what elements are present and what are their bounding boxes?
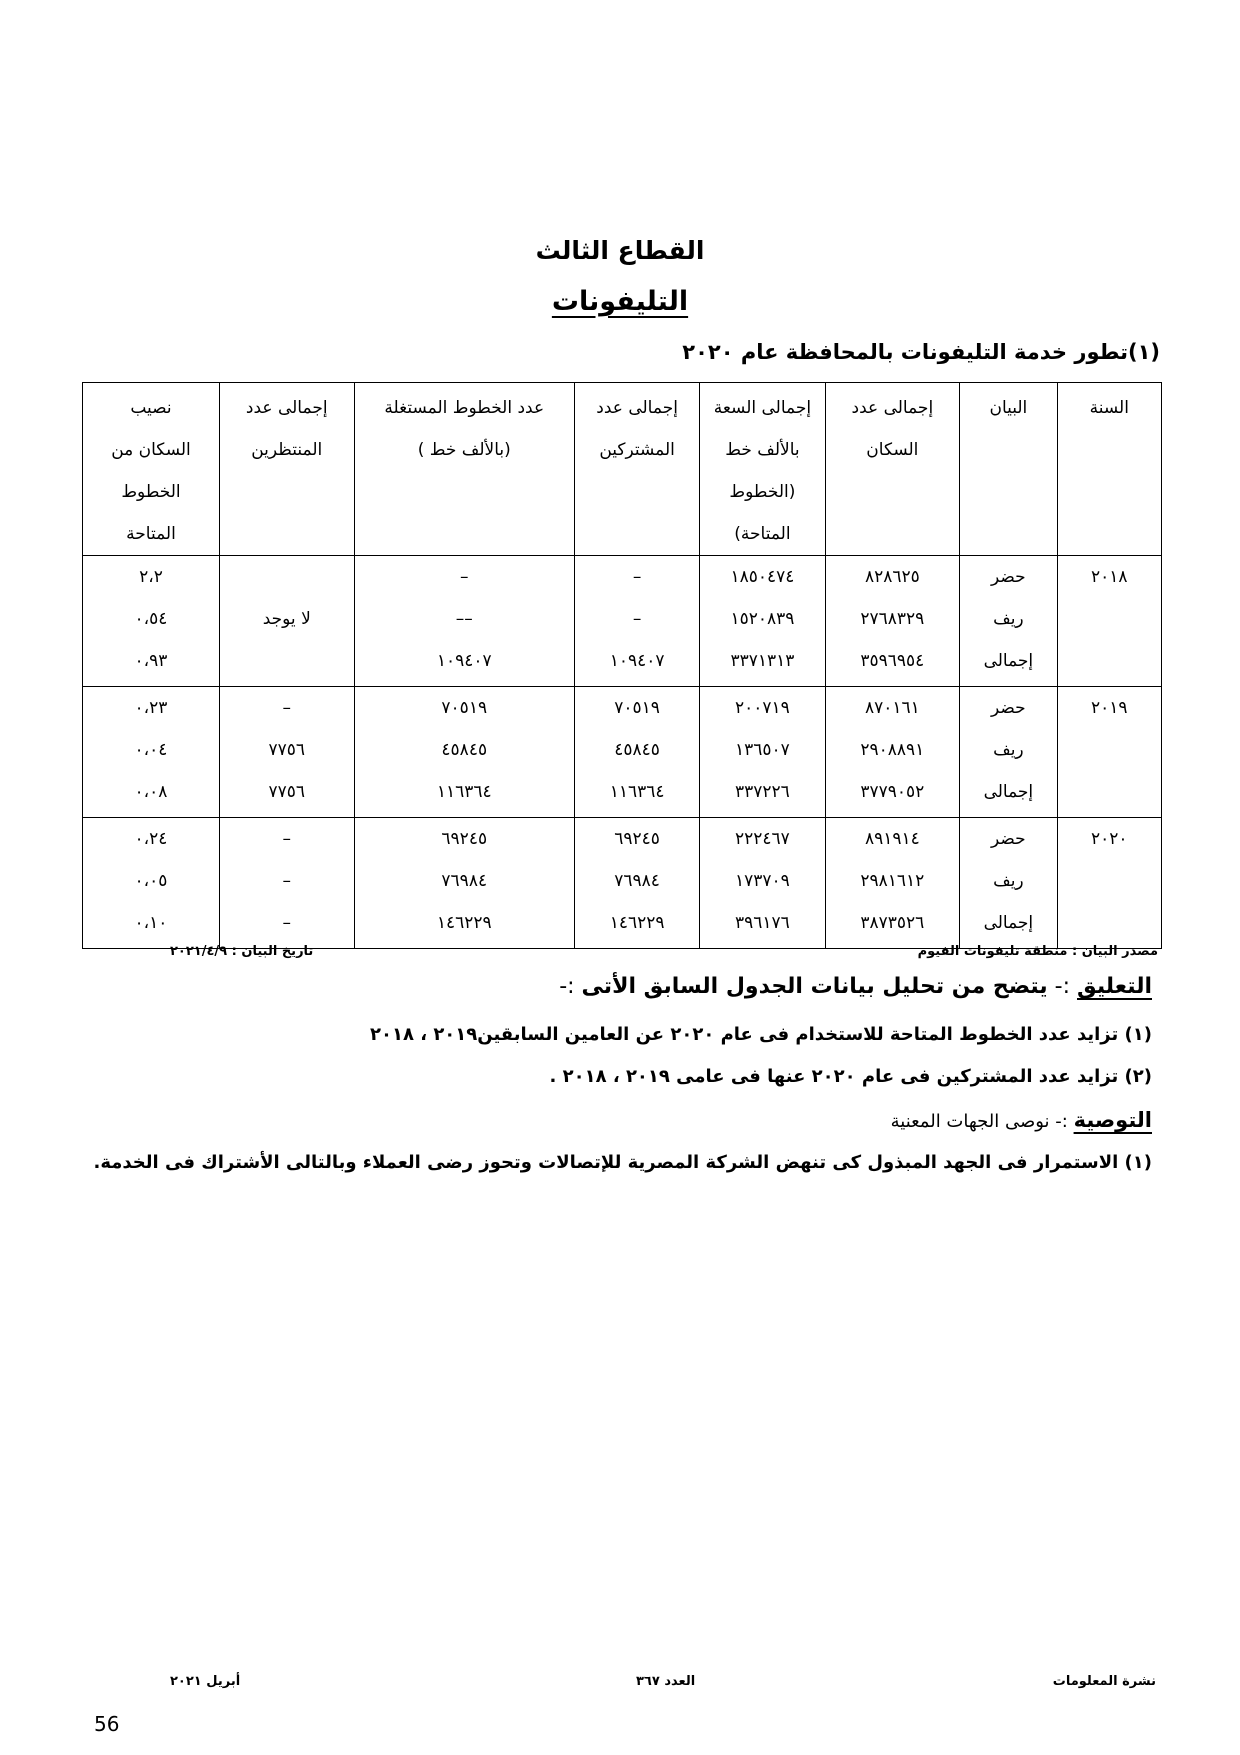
header-line: (الخطوط (729, 482, 796, 502)
share-cell (83, 556, 220, 687)
year-cell: ٢٠١٨ (1057, 556, 1161, 687)
page-number: 56 (94, 1712, 120, 1736)
header-line: إجمالى عدد (245, 398, 328, 418)
header-line: إجمالى عدد (851, 398, 934, 418)
population-cell (825, 687, 960, 818)
subscribers-cell (574, 556, 699, 687)
waiting-value: – (282, 913, 291, 933)
population-value: ٢٩٨١٦١٢ (860, 871, 925, 891)
used_lines-value: ٧٦٩٨٤ (441, 871, 488, 891)
population-cell (825, 818, 960, 949)
header-cell (1057, 383, 1161, 556)
population-value: ٢٧٦٨٣٢٩ (860, 609, 925, 629)
share-value: ٠،٥٤ (134, 609, 168, 629)
capacity-value: ١٨٥٠٤٧٤ (730, 567, 795, 587)
capacity-value: ٣٣٧٢٢٦ (735, 782, 790, 802)
share-value: ٠،١٠ (134, 913, 168, 933)
header-cell (219, 383, 354, 556)
used_lines-cell (354, 556, 574, 687)
data-date: تاريخ البيان : ٢٠٢١/٤/٩ (170, 944, 314, 959)
comment-heading (559, 974, 1152, 999)
header-cell (354, 383, 574, 556)
comment-note-1: (١) تزايد عدد الخطوط المتاحة للاستخدام فى عام ٢٠٢٠ عن العامين السابقين٢٠١٩ ، ٢٠١٨ (369, 1024, 1152, 1045)
labels-cell (960, 556, 1057, 687)
used_lines-value: – (460, 567, 469, 587)
header-line: بالألف خط (725, 440, 800, 460)
header-cell (83, 383, 220, 556)
header-line: عدد الخطوط المستغلة (384, 398, 545, 418)
table-row (83, 556, 1162, 687)
footer-issue: العدد ٣٦٧ (636, 1674, 696, 1689)
capacity-value: ١٥٢٠٨٣٩ (730, 609, 795, 629)
used_lines-value: ١٠٩٤٠٧ (436, 651, 492, 671)
year-cell: ٢٠١٩ (1057, 687, 1161, 818)
section-title (0, 286, 1240, 317)
used_lines-cell (354, 687, 574, 818)
capacity-cell (700, 556, 825, 687)
labels-cell (960, 687, 1057, 818)
share-value: ٠،٠٥ (134, 871, 168, 891)
waiting-cell (219, 687, 354, 818)
section-title-text: التليفونات (551, 286, 689, 317)
used_lines-value: ٦٩٢٤٥ (441, 829, 488, 849)
comment-note-2: (٢) تزايد عدد المشتركين فى عام ٢٠٢٠ عنها فى عامى ٢٠١٩ ، ٢٠١٨ . (549, 1066, 1152, 1087)
sector-title: القطاع الثالث (535, 236, 705, 265)
table-row (83, 818, 1162, 949)
capacity-cell (700, 687, 825, 818)
labels-value: إجمالى (983, 913, 1034, 933)
capacity-value: ١٧٣٧٠٩ (735, 871, 790, 891)
header-line: (بالألف خط ) (417, 440, 511, 460)
population-value: ٨٧٠١٦١ (864, 698, 920, 718)
waiting-value: – (282, 698, 291, 718)
subscribers-value: ١١٦٣٦٤ (609, 782, 665, 802)
share-cell (83, 818, 220, 949)
waiting-value: – (282, 829, 291, 849)
header-cell (825, 383, 960, 556)
subscribers-value: ١٤٦٢٢٩ (609, 913, 665, 933)
capacity-value: ٢٢٢٤٦٧ (735, 829, 790, 849)
labels-value: ريف (993, 871, 1024, 891)
used_lines-cell (354, 818, 574, 949)
recommendation-text: :- نوصى الجهات المعنية (890, 1111, 1074, 1132)
share-value: ٠،٩٣ (134, 651, 168, 671)
share-value: ٠،٢٣ (134, 698, 168, 718)
share-value: ٠،٢٤ (134, 829, 168, 849)
waiting-value: ٧٧٥٦ (268, 740, 305, 760)
header-cell (574, 383, 699, 556)
comment-text: يتضح من تحليل بيانات الجدول السابق الأتى (581, 974, 1048, 999)
labels-value: حضر (991, 829, 1026, 849)
recommendation-heading (891, 1108, 1152, 1132)
capacity-value: ٢٠٠٧١٩ (735, 698, 790, 718)
header-line: نصيب (130, 398, 172, 418)
telephones-table (82, 382, 1162, 949)
year-cell: ٢٠٢٠ (1057, 818, 1161, 949)
labels-value: حضر (991, 567, 1026, 587)
header-line: السكان (866, 440, 919, 460)
comment-label: التعليق (1077, 974, 1152, 999)
labels-value: إجمالى (983, 782, 1034, 802)
waiting-value: – (282, 871, 291, 891)
waiting-cell (219, 818, 354, 949)
header-line: الخطوط (121, 482, 181, 502)
labels-value: إجمالى (983, 651, 1034, 671)
table-header-row (83, 383, 1162, 556)
used_lines-value: ٧٠٥١٩ (441, 698, 488, 718)
header-line: السنة (1089, 398, 1129, 418)
used_lines-value: ٤٥٨٤٥ (441, 740, 488, 760)
table-row (83, 687, 1162, 818)
labels-cell (960, 818, 1057, 949)
subscribers-value: – (632, 567, 642, 587)
population-value: ٣٧٧٩٠٥٢ (860, 782, 925, 802)
capacity-cell (700, 818, 825, 949)
share-value: ٠،٠٤ (134, 740, 168, 760)
recommendation-label: التوصية (1073, 1108, 1152, 1132)
labels-value: حضر (991, 698, 1026, 718)
subscribers-value: – (632, 609, 642, 629)
header-line: المتاحة) (734, 524, 791, 544)
header-cell (700, 383, 825, 556)
population-value: ٨٢٨٦٢٥ (864, 567, 920, 587)
capacity-value: ٣٩٦١٧٦ (735, 913, 790, 933)
share-value: ٠،٠٨ (134, 782, 168, 802)
labels-value: ريف (993, 740, 1024, 760)
waiting-value: لا يوجد (262, 609, 311, 629)
used_lines-value: ١٤٦٢٢٩ (436, 913, 492, 933)
population-value: ٣٥٩٦٩٥٤ (860, 651, 925, 671)
subscribers-value: ٧٦٩٨٤ (614, 871, 660, 891)
used_lines-value: ١١٦٣٦٤ (436, 782, 492, 802)
labels-value: ريف (993, 609, 1024, 629)
header-line: المتاحة (126, 524, 176, 544)
population-value: ٣٨٧٣٥٢٦ (860, 913, 925, 933)
subscribers-cell (574, 687, 699, 818)
footer-publication: نشرة المعلومات (1052, 1674, 1156, 1689)
used_lines-value: –– (455, 609, 473, 629)
header-line: إجمالى عدد (596, 398, 678, 418)
header-line: المشتركين (599, 440, 675, 460)
subscribers-value: ١٠٩٤٠٧ (609, 651, 665, 671)
population-cell (825, 556, 960, 687)
table-caption: (١)تطور خدمة التليفونات بالمحافظة عام ٢٠٢٠ (682, 340, 1160, 364)
header-cell (960, 383, 1057, 556)
header-line: البيان (989, 398, 1028, 418)
share-cell (83, 687, 220, 818)
header-line: المنتظرين (251, 440, 323, 460)
share-value: ٢،٢ (139, 567, 163, 587)
comment-end: :- (559, 974, 582, 999)
subscribers-value: ٤٥٨٤٥ (614, 740, 660, 760)
population-value: ٨٩١٩١٤ (864, 829, 920, 849)
capacity-value: ١٣٦٥٠٧ (735, 740, 790, 760)
subscribers-value: ٧٠٥١٩ (614, 698, 660, 718)
data-source: مصدر البيان : منطقة تليفونات الفيوم (917, 944, 1158, 959)
header-line: إجمالى السعة (713, 398, 812, 418)
recommendation-item: (١) الاستمرار فى الجهد المبذول كى تنهض الشركة المصرية للإتصالات وتحوز رضى العملاء وبالتالى الأشتراك فى الخدمة. (93, 1152, 1152, 1173)
population-value: ٢٩٠٨٨٩١ (860, 740, 925, 760)
capacity-value: ٣٣٧١٣١٣ (730, 651, 795, 671)
subscribers-cell (574, 818, 699, 949)
header-line: السكان من (111, 440, 191, 460)
waiting-cell (219, 556, 354, 687)
subscribers-value: ٦٩٢٤٥ (614, 829, 660, 849)
footer-date: أبريل ٢٠٢١ (170, 1674, 241, 1689)
comment-sep: :- (1047, 974, 1077, 999)
waiting-value: ٧٧٥٦ (268, 782, 305, 802)
